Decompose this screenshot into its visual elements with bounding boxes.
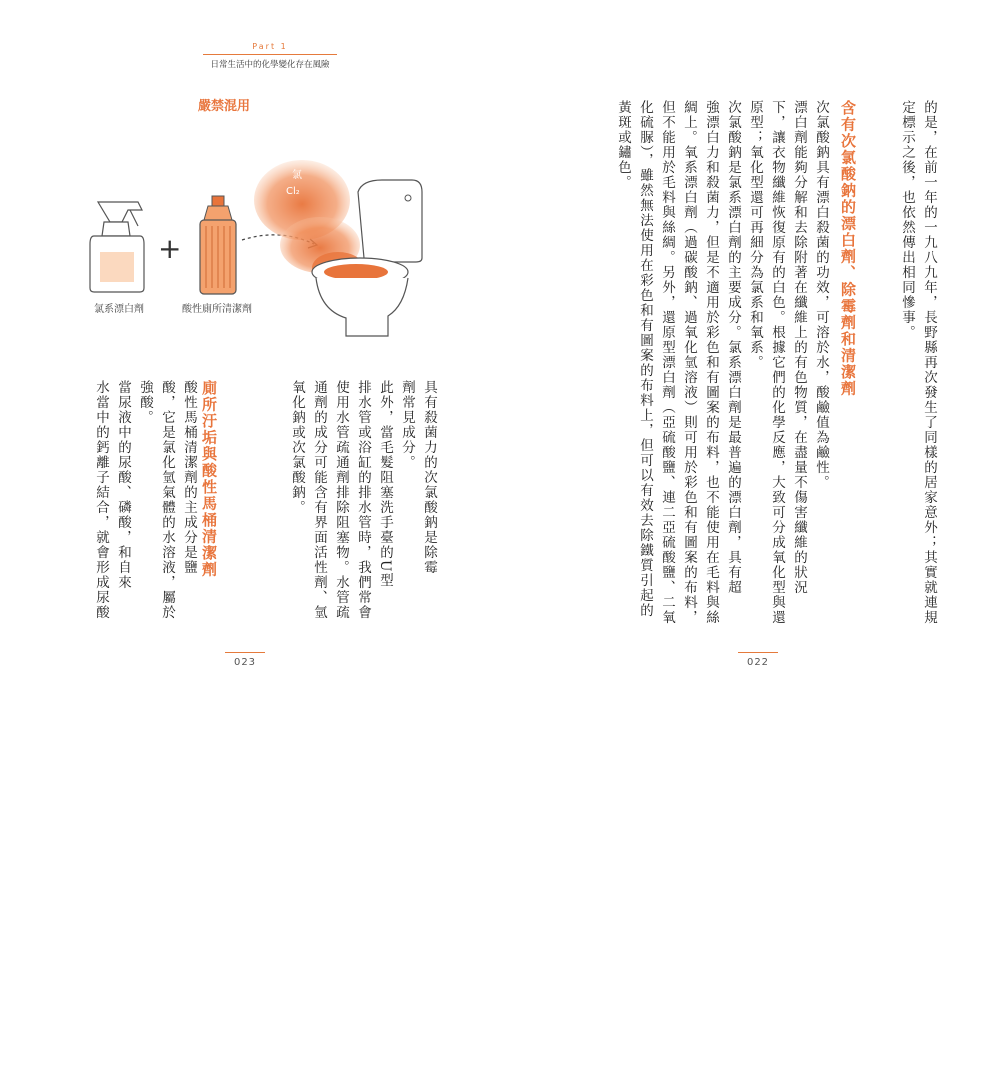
continued-text-line: 劑常見成分。 — [399, 380, 415, 470]
section-heading: 廁所汙垢與酸性馬桶清潔劑 — [200, 380, 218, 578]
left-page — [0, 0, 500, 710]
section-body-right-line: 黃斑或鏽色。 — [615, 100, 631, 190]
figure-title: 嚴禁混用 — [198, 99, 251, 114]
section-body-right-line: 次氯酸鈉是氯系漂白劑的主要成分。氯系漂白劑是最普遍的漂白劑，具有超 — [725, 100, 741, 595]
section-body-right — [572, 100, 832, 625]
intro-text — [880, 100, 940, 625]
chapter-title: 日常生活中的化學變化存在風險 — [210, 60, 330, 70]
continued-text-line: 使用水管疏通劑排除阻塞物。水管疏 — [333, 380, 349, 620]
cleaner-label: 酸性廁所清潔劑 — [182, 304, 252, 315]
illustration-svg — [70, 140, 430, 360]
section-body-line: 當尿液中的尿酸、磷酸，和自來 — [115, 380, 131, 590]
continued-text-line: 此外，當毛髮阻塞洗手臺的U型 — [377, 380, 393, 588]
continued-text-line: 具有殺菌力的次氯酸鈉是除霉 — [421, 380, 437, 575]
section-body-right-line: 次氯酸鈉具有漂白殺菌的功效，可溶於水，酸鹼值為鹼性。 — [813, 100, 829, 490]
gas-formula: Cl₂ — [286, 186, 300, 197]
bleach-label: 氯系漂白劑 — [94, 304, 144, 315]
section-body-right-line: 漂白劑能夠分解和去除附著在纖維上的有色物質，在盡量不傷害纖維的狀況 — [791, 100, 807, 595]
section-body-line: 強酸。 — [137, 380, 153, 425]
section-body-right-line: 強漂白力和殺菌力，但是不適用於彩色和有圖案的布料，也不能使用在毛料與絲 — [703, 100, 719, 625]
section-body-right-line: 但不能用於毛料與絲綢。另外，還原型漂白劑（亞硫酸鹽、連二亞硫酸鹽、二氧 — [659, 100, 675, 625]
continued-text — [240, 380, 440, 640]
header-rule — [203, 54, 337, 55]
page-number-left — [225, 652, 265, 668]
intro-text-line: 的是，在前一年的一九八九年，長野縣再次發生了同樣的居家意外；其實就連規 — [921, 100, 937, 625]
section-body-right-line: 化硫脲），雖然無法使用在彩色和有圖案的布料上，但可以有效去除鐵質引起的 — [637, 100, 653, 619]
page-number-text: 022 — [746, 657, 770, 668]
acid-cleaner-bottle-icon — [200, 196, 236, 294]
page-number-right — [738, 652, 778, 668]
section-body-line: 酸，它是氯化氫氣體的水溶液，屬於 — [159, 380, 175, 620]
section-body-right-line: 原型；氧化型還可再細分為氯系和氧系。 — [747, 100, 763, 370]
section-heading-right: 含有次氯酸鈉的漂白劑、除霉劑和清潔劑 — [839, 100, 857, 397]
section-body-right-line: 綢上。氧系漂白劑（過碳酸鈉、過氧化氫溶液）則可用於彩色和有圖案的布料， — [681, 100, 697, 625]
spray-bottle-icon — [90, 202, 144, 292]
section-body-right-line: 下，讓衣物纖維恢復原有的白色。根據它們的化學反應，大致可分成氧化型與還 — [769, 100, 785, 625]
intro-text-line: 定標示之後，也依然傳出相同慘事。 — [899, 100, 915, 340]
continued-text-line: 氧化鈉或次氯酸鈉。 — [289, 380, 305, 515]
section-body — [70, 380, 200, 640]
section-body-line: 酸性馬桶清潔劑的主成分是鹽 — [181, 380, 197, 575]
page-number-text: 023 — [233, 657, 257, 668]
section-body-line: 水當中的鈣離子結合，就會形成尿酸 — [93, 380, 109, 620]
running-header — [195, 42, 345, 70]
part-label: Part 1 — [252, 42, 288, 51]
right-page — [500, 0, 1000, 710]
continued-text-line: 通劑的成分可能含有界面活性劑、氫 — [311, 380, 327, 620]
continued-text-line: 排水管或浴缸的排水管時，我們常會 — [355, 380, 371, 620]
illustration — [70, 140, 430, 360]
plus-sign: + — [158, 232, 182, 265]
gas-name: 氯 — [292, 170, 302, 181]
